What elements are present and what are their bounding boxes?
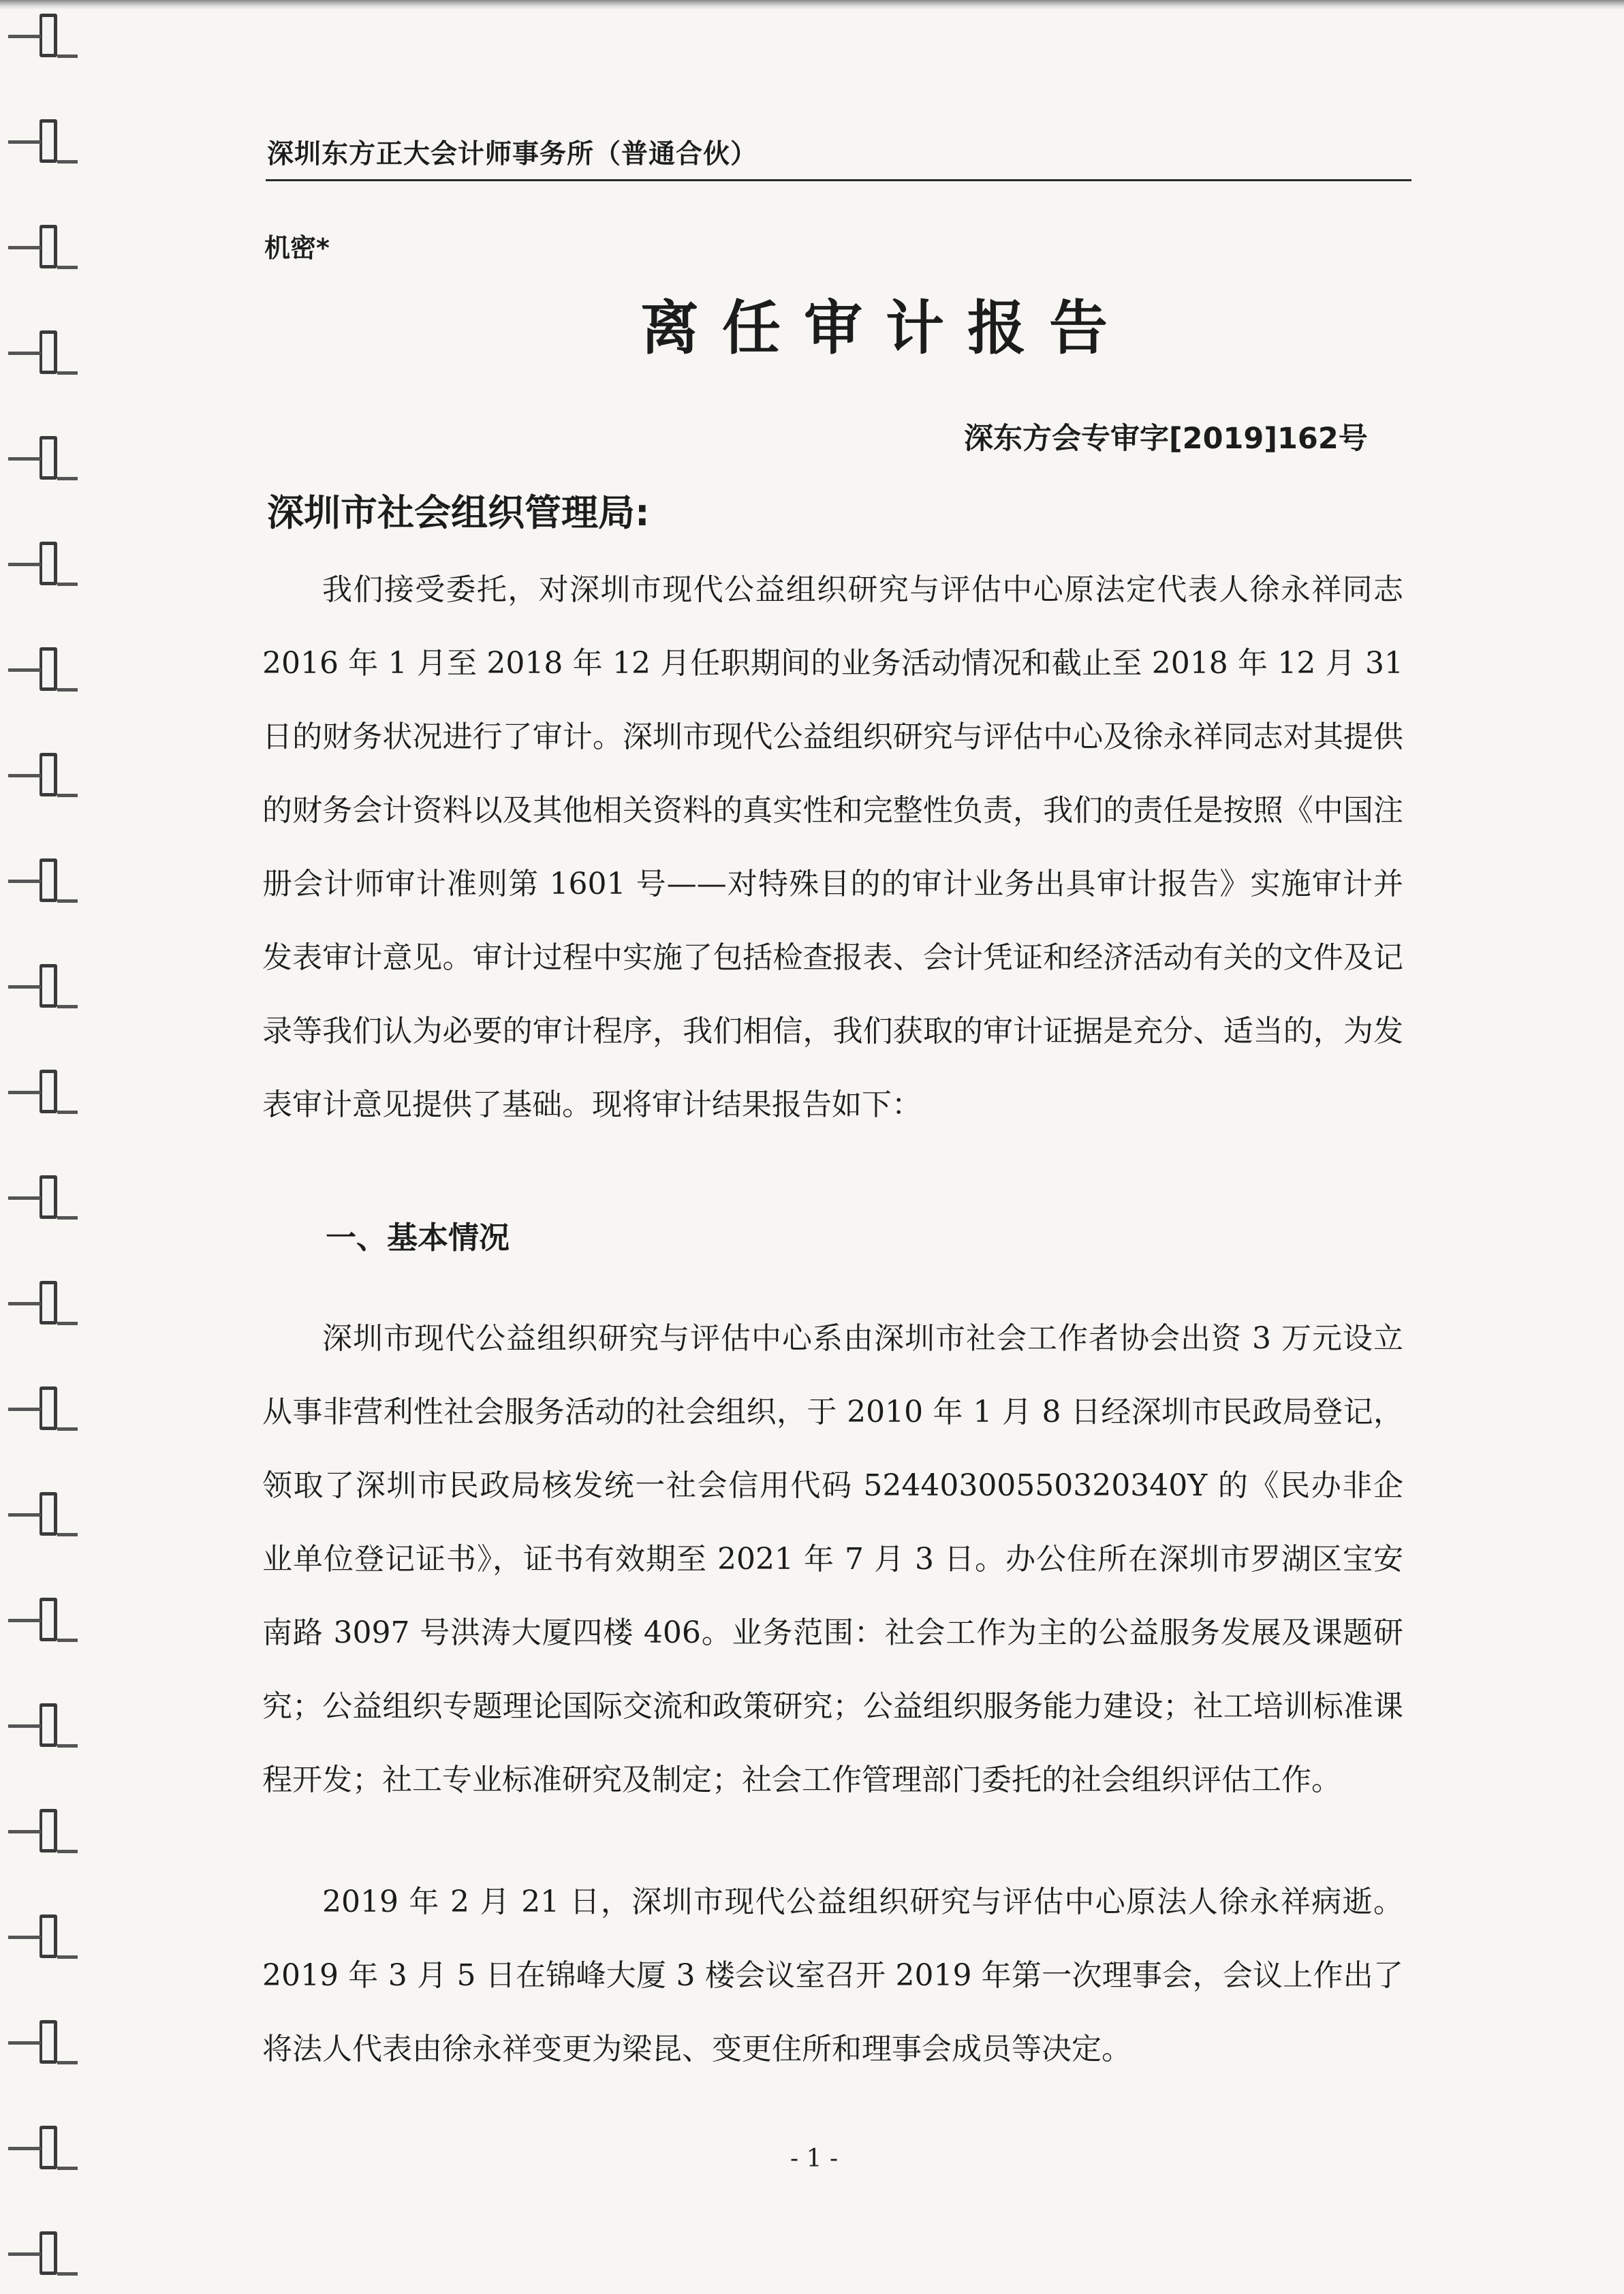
basic-info-paragraph: 深圳市现代公益组织研究与评估中心系由深圳市社会工作者协会出资 3 万元设立从事非营利性社会服务活动的社会组织，于 2010 年 1 月 8 日经深圳市民政局登记，领取了深圳市民政局核发统一社会信用代码 52440300550320340Y 的《民办非企业单位登记证书》，证书有效期至 2021 年 7 月 3 日。办公住所在深圳市罗湖区宝安南路 3097 号洪涛大厦四楼 406。业务范围：社会工作为主的公益服务发展及课题研究；公益组织专题理论国际交流和政策研究；公益组织服务能力建设；社工培训标准课程开发；社工专业标准研究及制定；社会工作管理部门委托的社会组织评估工作。 <box>262 1321 1403 1797</box>
binding-ring <box>40 647 57 691</box>
binding-ring <box>40 119 57 163</box>
binding-ring <box>40 436 57 480</box>
report-title: 离任审计报告 <box>640 294 1131 362</box>
page-number: - 1 - <box>790 2145 839 2173</box>
binding-ring <box>40 225 57 268</box>
binding-ring <box>40 1598 57 1641</box>
binding-ring <box>40 2126 57 2169</box>
binding-ring <box>40 753 57 796</box>
binding-ring <box>40 964 57 1008</box>
binding-ring <box>40 1281 57 1324</box>
binding-ring <box>40 1492 57 1536</box>
change-info-paragraph: 2019 年 2 月 21 日，深圳市现代公益组织研究与评估中心原法人徐永祥病逝。2019 年 3 月 5 日在锦峰大厦 3 楼会议室召开 2019 年第一次理事会，会议上作出了将法人代表由徐永祥变更为梁昆、变更住所和理事会成员等决定。 <box>262 1885 1403 2066</box>
binding-ring <box>40 330 57 374</box>
binding-ring <box>40 1915 57 1958</box>
page-top-edge <box>0 0 1624 10</box>
binding-ring <box>40 2020 57 2064</box>
binding-ring <box>40 2231 57 2275</box>
binding-ring <box>40 1386 57 1430</box>
binding-ring <box>40 1070 57 1113</box>
spiral-binding <box>0 0 75 2294</box>
addressee: 深圳市社会组织管理局: <box>267 491 650 534</box>
binding-ring <box>40 542 57 585</box>
section-heading: 一、基本情况 <box>326 1220 510 1256</box>
classification-label: 机密* <box>264 233 330 263</box>
binding-ring <box>40 1175 57 1219</box>
intro-paragraph: 我们接受委托，对深圳市现代公益组织研究与评估中心原法定代表人徐永祥同志 2016 年 1 月至 2018 年 12 月任职期间的业务活动情况和截止至 2018 年 12 月 31 日的财务状况进行了审计。深圳市现代公益组织研究与评估中心及徐永祥同志对其提供的财务会计资料以及其他相关资料的真实性和完整性负责，我们的责任是按照《中国注册会计师审计准则第 1601 号——对特殊目的的审计业务出具审计报告》实施审计并发表审计意见。审计过程中实施了包括检查报表、会计凭证和经济活动有关的文件及记录等我们认为必要的审计程序，我们相信，我们获取的审计证据是充分、适当的，为发表审计意见提供了基础。现将审计结果报告如下： <box>262 572 1403 1122</box>
binding-ring <box>40 1809 57 1853</box>
binding-ring <box>40 14 57 57</box>
binding-ring <box>40 858 57 902</box>
firm-header: 深圳东方正大会计师事务所（普通合伙） <box>267 139 758 170</box>
header-rule <box>266 179 1411 181</box>
reference-number: 深东方会专审字[2019]162号 <box>964 422 1368 456</box>
binding-ring <box>40 1703 57 1747</box>
